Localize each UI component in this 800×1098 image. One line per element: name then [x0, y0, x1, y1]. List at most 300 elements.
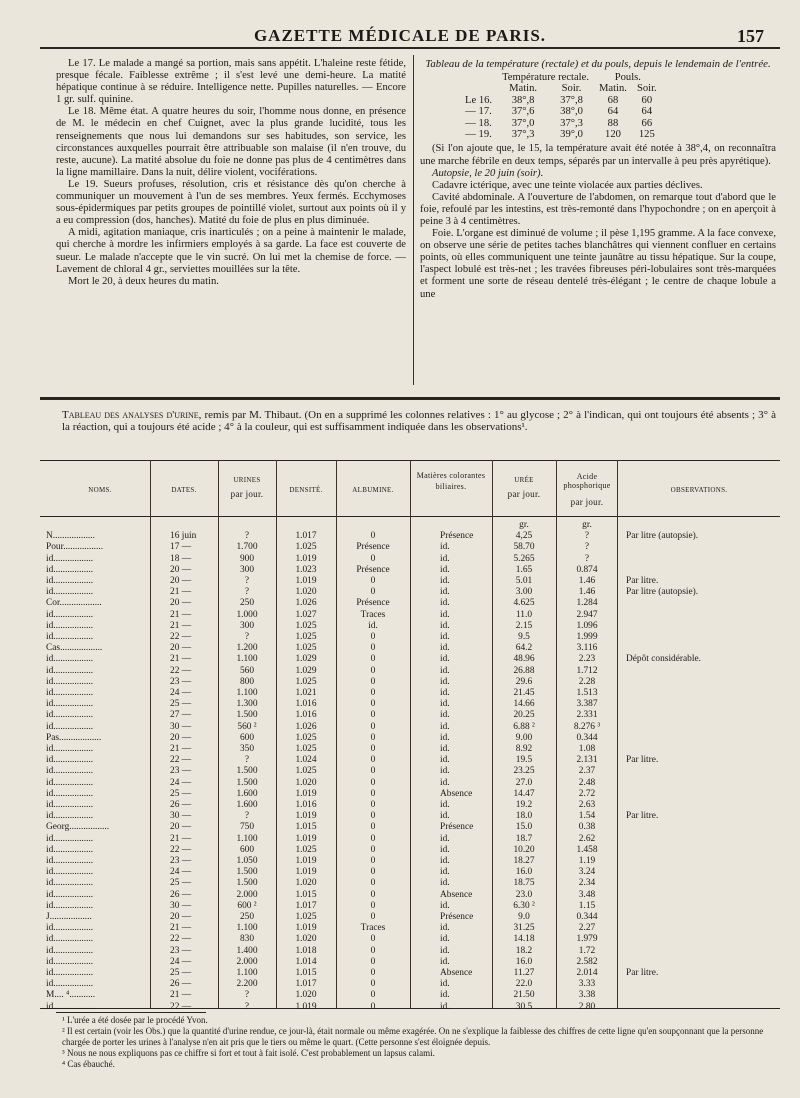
paragraph: Le 17. Le malade a mangé sa portion, mais sans appétit. L'haleine reste fétide, presque fécale. Faiblesse extrême ; il s'est levé une demi-heure. La matité hépatique continue à se réduire. Intelligence nette. Pupilles naturelles. — Encore 1 gr. sulf. quinine. [56, 58, 406, 106]
temp-cell-t-soir: 38°,0 [560, 106, 583, 118]
table-cell-date: 27 — [170, 710, 192, 721]
table-cell-urine: 1.600 [236, 788, 258, 799]
table-cell-urine: 830 [239, 934, 255, 945]
table-cell-albumin: 0 [370, 990, 376, 1001]
col-header-dates: DATES. [171, 486, 197, 494]
table-cell-acid: 1.513 [576, 688, 598, 698]
table-cell-acid: 3.387 [576, 699, 598, 710]
table-cell-urea: 10.20 [513, 844, 535, 855]
table-cell-acid: 1.999 [576, 632, 598, 642]
table-cell-density: 1.025 [295, 620, 317, 631]
table-cell-date: 30 — [170, 811, 192, 822]
table-cell-bile: id. [440, 990, 450, 1001]
table-cell-urea: 29.6 [515, 676, 533, 687]
table-cell-urine: 1.100 [236, 654, 258, 665]
table-cell-name: id................. [46, 945, 94, 956]
table-cell-density: 1.016 [295, 710, 317, 721]
table-cell-obs: Par litre. [626, 576, 659, 586]
table-cell-density: 1.025 [295, 542, 317, 553]
table-cell-name: id................. [46, 979, 94, 990]
table-cell-name: id................. [46, 934, 94, 945]
table-cell-bile: id. [440, 1001, 450, 1012]
table-cell-acid: 1.458 [576, 844, 598, 855]
table-cell-acid: 3.24 [578, 867, 596, 878]
table-cell-bile: id. [440, 643, 450, 654]
table-cell-date: 20 — [170, 912, 192, 922]
table-cell-date: 25 — [170, 699, 192, 710]
table-cell-density: 1.025 [295, 766, 317, 777]
table-cell-name: id................. [46, 676, 94, 687]
table-cell-albumin: 0 [370, 665, 376, 676]
table-cell-density: 1.025 [295, 844, 317, 855]
temp-header: Température rectale. [502, 72, 589, 83]
table-cell-date: 20 — [170, 732, 192, 743]
table-cell-bile: id. [440, 755, 450, 766]
table-cell-density: 1.020 [295, 587, 317, 598]
table-cell-obs: Par litre (autopsie). [626, 587, 699, 598]
table-cell-urea: 31.25 [513, 923, 535, 934]
table-cell-date: 22 — [170, 632, 192, 642]
table-cell-density: 1.018 [295, 945, 317, 956]
table-cell-density: 1.029 [295, 654, 317, 665]
table-cell-urea: 9.00 [515, 732, 533, 743]
table-cell-albumin: 0 [370, 833, 376, 844]
table-cell-name: id................. [46, 833, 94, 844]
table-cell-name: Pas.................. [46, 732, 102, 743]
table-col-divider [336, 460, 337, 1008]
table-cell-urea: 64.2 [515, 643, 533, 654]
table-cell-bile: id. [440, 632, 450, 642]
table-cell-urea: 18.2 [515, 945, 533, 956]
table-cell-urine: 1.100 [236, 923, 258, 934]
paragraph: (Si l'on ajoute que, le 15, la température avait été notée à 38°,4, on reconnaîtra une marche fébrile en deux temps, séparés par un intervalle à peu près apyrétique). [420, 143, 776, 167]
table-cell-urea: 19.2 [515, 800, 533, 810]
table-cell-urea: 2.15 [515, 620, 533, 631]
table-cell-urine: 1.100 [236, 968, 258, 978]
table-cell-density: 1.021 [295, 688, 317, 698]
table-cell-acid: 2.62 [578, 833, 596, 844]
table-cell-albumin: Présence [356, 542, 390, 553]
table-cell-density: 1.026 [295, 721, 317, 732]
temp-cell-p-soir: 64 [641, 106, 653, 118]
col-header-uree: URÉE [514, 476, 534, 484]
table-cell-urea: 18.75 [513, 878, 535, 889]
table-cell-acid: 1.46 [578, 587, 596, 598]
table-cell-urea: 5.01 [515, 576, 533, 586]
table-cell-albumin: Présence [356, 564, 390, 575]
table-cell-urine: ? [244, 576, 250, 586]
table-cell-urea: 30.5 [515, 1001, 533, 1012]
table-cell-urine: 600 ² [237, 900, 257, 911]
table-cell-urine: 1.100 [236, 688, 258, 698]
table-cell-acid: 1.712 [576, 665, 598, 676]
paragraph: Foie. L'organe est diminué de volume ; il pèse 1,195 gramme. A la face convexe, on observe une série de petites taches blanchâtres qui viennent confluer en certains points, où elles communiquent une teinte jaunâtre au tissu hépatique. Sur la coupe, l'aspect lobulé est très-net ; les travées fibreuses péri-lobulaires sont très-marquées et forment une sorte de réseau dentelé très-élégant ; le centre de chaque lobule a une [420, 228, 776, 300]
table-col-divider [492, 460, 493, 1008]
temp-cell-t-matin: 37°,3 [511, 129, 535, 141]
table-cell-density: 1.025 [295, 912, 317, 922]
table-cell-albumin: 0 [370, 643, 376, 654]
table-cell-acid: 2.014 [576, 968, 598, 978]
table-cell-urine: 1.500 [236, 867, 258, 878]
table-cell-name: id................. [46, 576, 94, 586]
table-cell-acid: gr. [582, 520, 592, 530]
table-cell-urine: 1.500 [236, 777, 258, 788]
table-cell-density: 1.019 [295, 867, 317, 878]
table-cell-urine: 1.500 [236, 878, 258, 889]
table-cell-date: 25 — [170, 968, 192, 978]
table-cell-date: 21 — [170, 620, 192, 631]
table-cell-date: 21 — [170, 833, 192, 844]
table-cell-density: 1.019 [295, 788, 317, 799]
table-cell-urine: 900 [239, 553, 255, 564]
table-cell-urea: 11.0 [515, 609, 533, 620]
table-cell-acid: 0.344 [576, 912, 598, 922]
table-cell-name: id................. [46, 609, 94, 620]
table-cell-name: id................. [46, 844, 94, 855]
column-divider [413, 55, 414, 385]
table-cell-bile: Absence [440, 889, 473, 900]
table-cell-name: id................. [46, 632, 94, 642]
table-cell-acid: 0.38 [578, 822, 596, 833]
page-number: 157 [737, 26, 764, 46]
table-cell-urine: ? [244, 1001, 250, 1012]
table-cell-date: 22 — [170, 844, 192, 855]
paragraph: Cavité abdominale. A l'ouverture de l'abdomen, on remarque tout d'abord que le foie, refoulé par les intestins, est très-remonté dans l'hypochondre ; on en aperçoit à peine 3 à 4 centimètres. [420, 191, 776, 227]
col-header-matieres: Matières colorantes biliaires. [416, 471, 486, 491]
table-cell-urea: 1.65 [515, 564, 533, 575]
urine-table-caption [62, 409, 776, 433]
table-cell-urea: 14.66 [513, 699, 535, 710]
table-cell-urea: 9.0 [518, 912, 530, 922]
footnote: ⁴ Cas ébauché. [62, 1059, 115, 1069]
table-cell-bile: Absence [440, 788, 473, 799]
table-cell-name: id................. [46, 923, 94, 934]
table-cell-urea: 9.5 [518, 632, 530, 642]
table-cell-urine: 300 [239, 564, 255, 575]
table-cell-date: 20 — [170, 576, 192, 586]
table-cell-date: 24 — [170, 956, 192, 967]
temp-row [460, 129, 662, 140]
table-cell-name: Cas.................. [46, 643, 103, 654]
table-cell-acid: 1.15 [578, 900, 596, 911]
table-cell-name: id................. [46, 688, 94, 698]
table-cell-bile: id. [440, 878, 450, 889]
temp-cell-t-matin: 37°,0 [511, 117, 535, 129]
table-cell-date: 20 — [170, 564, 192, 575]
table-cell-urine: 1.500 [236, 766, 258, 777]
temp-cell-p-soir: 66 [641, 117, 653, 129]
table-cell-bile: id. [440, 900, 450, 911]
temp-matin-header: Matin. [509, 83, 538, 95]
table-cell-density: 1.020 [295, 934, 317, 945]
table-cell-name: id................. [46, 856, 94, 866]
table-cell-urine: 600 [239, 844, 255, 855]
footnote: ³ Nous ne nous expliquons pas ce chiffre si fort et tout à fait isolé. C'est probablement un lapsus calami. [62, 1048, 435, 1058]
table-cell-date: 21 — [170, 990, 192, 1001]
table-cell-date: 26 — [170, 800, 192, 810]
table-cell-acid: 2.34 [578, 878, 596, 889]
table-cell-urine: 750 [239, 822, 255, 833]
table-cell-name: Pour................. [46, 542, 104, 553]
table-bottom-rule [40, 1008, 780, 1009]
table-col-divider [617, 460, 618, 1008]
table-cell-obs: Par litre (autopsie). [626, 531, 699, 542]
temp-row [460, 95, 662, 106]
table-cell-acid: ? [584, 553, 590, 564]
table-cell-name: id................. [46, 665, 94, 676]
col-header-acide: Acide phosphorique [563, 472, 611, 490]
col-header-noms: NOMS. [88, 486, 112, 494]
table-cell-albumin: 0 [370, 553, 376, 564]
table-cell-urea: 6.88 ² [513, 721, 535, 732]
table-cell-urea: 16.0 [515, 867, 533, 878]
table-cell-bile: id. [440, 856, 450, 866]
temp-row [460, 106, 662, 117]
table-cell-density: 1.025 [295, 676, 317, 687]
table-cell-name: id................. [46, 553, 94, 564]
table-cell-density: 1.015 [295, 889, 317, 900]
page-header-title: GAZETTE MÉDICALE DE PARIS. [253, 26, 547, 45]
table-cell-albumin: 0 [370, 889, 376, 900]
table-cell-name: id................. [46, 587, 94, 598]
section-rule [40, 397, 780, 400]
table-cell-name: id................. [46, 755, 94, 766]
table-cell-acid: 0.874 [576, 564, 598, 575]
table-cell-urine: 300 [239, 620, 255, 631]
table-cell-date: 22 — [170, 934, 192, 945]
table-cell-urea: 21.50 [513, 990, 535, 1001]
table-cell-name: id................. [46, 900, 94, 911]
table-cell-bile: id. [440, 542, 450, 553]
table-cell-name: J.................. [46, 912, 92, 922]
table-cell-bile: id. [440, 587, 450, 598]
table-cell-urea: 20.25 [513, 710, 535, 721]
table-cell-name: Georg................. [46, 822, 110, 833]
table-cell-density: 1.015 [295, 822, 317, 833]
table-cell-acid: 1.72 [578, 945, 596, 956]
table-cell-density: 1.019 [295, 1001, 317, 1012]
table-cell-bile: id. [440, 620, 450, 631]
table-cell-albumin: 0 [370, 934, 376, 945]
table-cell-albumin: 0 [370, 632, 376, 642]
table-cell-acid: 2.27 [578, 923, 596, 934]
table-cell-bile: id. [440, 833, 450, 844]
table-cell-acid: 2.37 [578, 766, 596, 777]
footnote-rule [56, 1012, 206, 1013]
table-cell-density: 1.025 [295, 643, 317, 654]
table-cell-density: 1.027 [295, 609, 317, 620]
table-cell-name: id................. [46, 956, 94, 967]
table-cell-density: 1.014 [295, 956, 317, 967]
table-cell-name: N.................. [46, 531, 95, 542]
table-cell-acid: 1.54 [578, 811, 596, 822]
table-cell-urine: 1.050 [236, 856, 258, 866]
table-cell-urea: 14.47 [513, 788, 535, 799]
table-cell-date: 26 — [170, 979, 192, 990]
paragraph: Le 19. Sueurs profuses, résolution, cris et résistance dès qu'on cherche à communiquer un mouvement à l'un de ses membres. Yeux fermés. Ecchymoses sous-épidermiques par petits groupes de pointillé violet, surtout aux points où il y a eu compression (dos, hanches). Matité du foie de plus en plus diminuée. [56, 178, 406, 227]
table-cell-urine: ? [244, 587, 250, 598]
table-cell-albumin: 0 [370, 900, 376, 911]
table-cell-albumin: 0 [370, 956, 376, 967]
table-cell-density: 1.023 [295, 564, 317, 575]
table-cell-urea: 58.70 [513, 542, 535, 553]
table-cell-albumin: Traces [360, 923, 386, 934]
table-cell-name: id................. [46, 766, 94, 777]
table-cell-urea: 21.45 [513, 688, 535, 698]
paragraph: A midi, agitation maniaque, cris inarticulés ; on a peine à maintenir le malade, qui cherche à mordre les infirmiers employés à sa garde. La face est couverte de sueur. Le malade n'accepte que le vin sucré. On lui met la chemise de force. — Lavement de chloral 4 gr., serviettes mouillées sur la tête. [56, 227, 406, 275]
table-cell-bile: id. [440, 688, 450, 698]
table-cell-albumin: 0 [370, 744, 376, 754]
table-cell-density: 1.019 [295, 923, 317, 934]
table-cell-albumin: 0 [370, 576, 376, 586]
table-cell-date: 21 — [170, 654, 192, 665]
table-cell-bile: id. [440, 609, 450, 620]
table-cell-name: Cor.................. [46, 598, 102, 609]
table-cell-acid: 3.48 [578, 889, 596, 900]
table-cell-date: 23 — [170, 676, 192, 687]
table-cell-density: 1.019 [295, 856, 317, 866]
table-cell-acid: ? [584, 531, 590, 542]
table-cell-urine: 800 [239, 676, 255, 687]
table-cell-obs: Dépôt considérable. [626, 654, 701, 665]
table-cell-bile: id. [440, 665, 450, 676]
table-cell-urine: 560 ² [237, 721, 257, 732]
temperature-table-title: Tableau de la température (rectale) et du pouls, depuis le lendemain de l'entrée. [425, 58, 771, 70]
temp-cell-t-matin: 38°,8 [511, 94, 535, 106]
table-cell-date: 21 — [170, 923, 192, 934]
table-cell-urea: 5.265 [513, 553, 535, 564]
table-cell-bile: id. [440, 564, 450, 575]
temp-cell-p-matin: 88 [607, 117, 619, 129]
temp-cell-p-soir: 125 [638, 129, 655, 141]
table-cell-albumin: 0 [370, 755, 376, 766]
table-cell-urine: 1.000 [236, 609, 258, 620]
table-cell-urea: 23.0 [515, 889, 533, 900]
table-cell-urine: 600 [239, 732, 255, 743]
col-header-urines-sub: par jour. [230, 489, 264, 499]
table-cell-bile: id. [440, 800, 450, 810]
table-cell-date: 25 — [170, 878, 192, 889]
table-cell-date: 22 — [170, 665, 192, 676]
temp-cell-day: — 19. [465, 129, 492, 141]
table-cell-density: 1.020 [295, 878, 317, 889]
table-cell-urea: 19.5 [515, 755, 533, 766]
table-cell-date: 20 — [170, 643, 192, 654]
table-cell-albumin: 0 [370, 844, 376, 855]
table-cell-density: 1.026 [295, 598, 317, 609]
table-cell-albumin: 0 [370, 968, 376, 978]
left-column [56, 58, 406, 288]
table-cell-density: 1.025 [295, 732, 317, 743]
table-cell-density: 1.025 [295, 744, 317, 754]
table-cell-albumin: 0 [370, 654, 376, 665]
table-cell-urine: 1.100 [236, 833, 258, 844]
table-cell-bile: id. [440, 576, 450, 586]
footnote: ² Il est certain (voir les Obs.) que la quantité d'urine rendue, ce jour-là, était normale ou même exagérée. On ne s'explique la faiblesse des chiffres de cette ligne qu'en soupçonnant que la personne chargée de porter les urines à l'analyse n'en ait pris que le tiers ou même le quart. (Cette personne s'est éloignée depuis. [62, 1026, 764, 1047]
table-cell-albumin: Traces [360, 609, 386, 620]
table-cell-urea: 18.0 [515, 811, 533, 822]
table-cell-urine: 1.500 [236, 710, 258, 721]
table-cell-density: 1.019 [295, 553, 317, 564]
table-cell-albumin: 0 [370, 788, 376, 799]
table-cell-name: id................. [46, 620, 94, 631]
table-cell-urea: 18.27 [513, 856, 535, 866]
header-rule [40, 47, 780, 49]
table-cell-obs: Par litre. [626, 968, 659, 978]
table-cell-urea: 27.0 [515, 777, 533, 788]
table-cell-albumin: Présence [356, 598, 390, 609]
table-cell-bile: id. [440, 721, 450, 732]
table-cell-bile: id. [440, 811, 450, 822]
table-cell-urine: 250 [239, 912, 255, 922]
table-cell-name: id................. [46, 744, 94, 754]
table-col-divider [218, 460, 219, 1008]
table-cell-acid: 2.72 [578, 788, 596, 799]
table-cell-albumin: 0 [370, 811, 376, 822]
table-cell-urine: 1.200 [236, 643, 258, 654]
table-cell-albumin: 0 [370, 721, 376, 732]
table-cell-bile: id. [440, 934, 450, 945]
table-cell-name: id................. [46, 867, 94, 878]
table-cell-density: 1.019 [295, 811, 317, 822]
table-cell-name: id................. [46, 1001, 94, 1012]
table-cell-date: 22 — [170, 755, 192, 766]
table-cell-date: 17 — [170, 542, 192, 553]
table-cell-bile: id. [440, 956, 450, 967]
table-cell-albumin: 0 [370, 912, 376, 922]
table-cell-urea: 6.30 ² [513, 900, 535, 911]
table-cell-bile: Présence [440, 912, 474, 922]
temp-cell-p-matin: 68 [607, 94, 619, 106]
table-cell-name: id................. [46, 788, 94, 799]
table-cell-name: id................. [46, 654, 94, 665]
paragraph: Autopsie, le 20 juin (soir). [432, 167, 544, 179]
table-cell-bile: Présence [440, 531, 474, 542]
table-cell-urine: ? [244, 755, 250, 766]
table-cell-bile: id. [440, 732, 450, 743]
table-cell-bile: Absence [440, 968, 473, 978]
col-header-densite: DENSITÉ. [289, 486, 323, 494]
urine-table-caption-lead: Tableau des analyses d'urine, [62, 409, 202, 421]
table-cell-urea: 14.18 [513, 934, 535, 945]
table-cell-name: id................. [46, 878, 94, 889]
table-cell-density: 1.017 [295, 531, 317, 542]
table-cell-urea: 48.96 [513, 654, 535, 665]
table-cell-bile: id. [440, 710, 450, 721]
table-cell-date: 21 — [170, 609, 192, 620]
table-cell-name: id................. [46, 721, 94, 732]
table-cell-acid: 1.08 [578, 744, 596, 754]
table-cell-albumin: 0 [370, 688, 376, 698]
table-cell-albumin: id. [368, 620, 378, 631]
table-cell-urine: 350 [239, 744, 255, 754]
table-cell-bile: id. [440, 676, 450, 687]
table-cell-acid: 1.284 [576, 598, 598, 609]
table-cell-date: 23 — [170, 945, 192, 956]
table-cell-urea: 4.625 [513, 598, 535, 609]
paragraph: Le 18. Même état. A quatre heures du soir, l'homme nous donne, en présence de M. le médecin en chef Cuignet, avec la plus grande lucidité, tous les renseignements que nous lui demandons sur ses habitudes, son service, les circonstances auxquelles pourrait être attribuable son malaise (il n'en trouve, du reste, aucune). La matité absolue du foie ne donne pas plus de 4 centimètres dans la ligne mamillaire. Dans la nuit, délire violent, vociférations. [56, 106, 406, 178]
temp-row [460, 118, 662, 129]
table-cell-acid: 2.28 [578, 676, 596, 687]
table-cell-urine: 2.200 [236, 979, 258, 990]
table-cell-urea: 26.88 [513, 665, 535, 676]
table-cell-urea: 3.00 [515, 587, 533, 598]
table-cell-albumin: 0 [370, 1001, 376, 1012]
table-cell-acid: 2.23 [578, 654, 596, 665]
table-cell-acid: 2.131 [576, 755, 598, 766]
table-cell-name: M.... ⁴........... [46, 990, 96, 1001]
table-cell-albumin: 0 [370, 766, 376, 777]
